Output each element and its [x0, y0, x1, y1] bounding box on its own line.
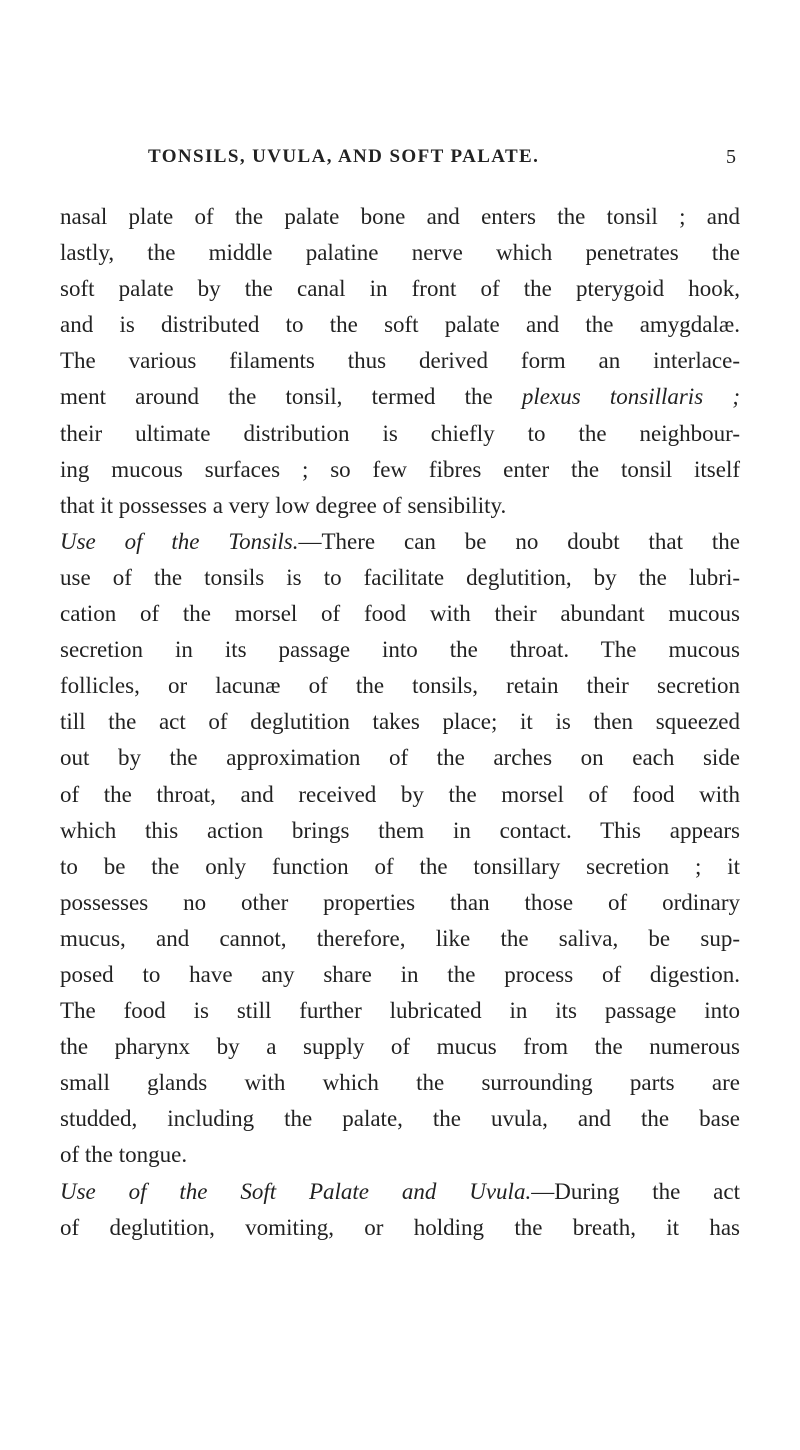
text-line: cation of the morsel of food with their abundant mucous: [60, 601, 740, 627]
text-line: posed to have any share in the process of digestion.: [60, 961, 740, 987]
text-line: to be the only function of the tonsillary secretion ; it: [60, 853, 740, 879]
text-line: The food is still further lubricated in its passage into: [60, 998, 740, 1024]
text-line: soft palate by the canal in front of the pterygoid hook,: [60, 276, 740, 302]
body-text: [60, 199, 740, 1246]
text-line: which this action brings them in contact. This appears: [60, 817, 740, 843]
text-line: small glands with which the surrounding parts are: [60, 1070, 740, 1096]
italic-term: plexus tonsillaris ;: [521, 384, 740, 410]
section-heading: Use of the Tonsils.: [60, 528, 299, 554]
text-line: that it possesses a very low degree of sensibility.: [60, 492, 507, 518]
text-line: studded, including the palate, the uvula, and the base: [60, 1106, 740, 1132]
text-line: of the tongue.: [60, 1142, 188, 1168]
running-title: TONSILS, UVULA, AND SOFT PALATE.: [148, 146, 540, 167]
text-line: use of the tonsils is to facilitate deglutition, by the lubri-: [60, 564, 740, 590]
text-line: and is distributed to the soft palate and the amygdalæ.: [60, 312, 740, 338]
text-run: —There can be no doubt that the: [298, 528, 740, 554]
text-line: ing mucous surfaces ; so few fibres enter the tonsil itself: [60, 456, 740, 482]
section-heading-line: [60, 524, 740, 560]
text-line: The various filaments thus derived form an interlace-: [60, 348, 740, 374]
running-head: [60, 146, 740, 176]
text-line: mucus, and cannot, therefore, like the saliva, be sup-: [60, 925, 740, 951]
section-heading: Use of the Soft Palate and Uvula.: [60, 1178, 532, 1204]
text-line: nasal plate of the palate bone and enters the tonsil ; and: [60, 204, 740, 229]
text-line: lastly, the middle palatine nerve which penetrates the: [60, 240, 740, 266]
text-line: secretion in its passage into the throat. The mucous: [60, 637, 740, 663]
text-line: of deglutition, vomiting, or holding the breath, it has: [60, 1214, 740, 1240]
page-number: 5: [726, 146, 736, 168]
text-line: out by the approximation of the arches on each side: [60, 745, 740, 771]
text-run: ment around the tonsil, termed the: [60, 384, 522, 410]
text-run: —During the act: [531, 1178, 740, 1204]
section-heading-line: [60, 1174, 740, 1210]
text-line: of the throat, and received by the morsel of food with: [60, 781, 740, 807]
text-line: follicles, or lacunæ of the tonsils, retain their secretion: [60, 673, 740, 699]
text-line: [60, 379, 740, 415]
text-line: till the act of deglutition takes place; it is then squeezed: [60, 709, 740, 735]
text-line: their ultimate distribution is chiefly to the neighbour-: [60, 420, 740, 446]
text-line: the pharynx by a supply of mucus from the numerous: [60, 1034, 740, 1060]
text-line: possesses no other properties than those of ordinary: [60, 889, 740, 915]
